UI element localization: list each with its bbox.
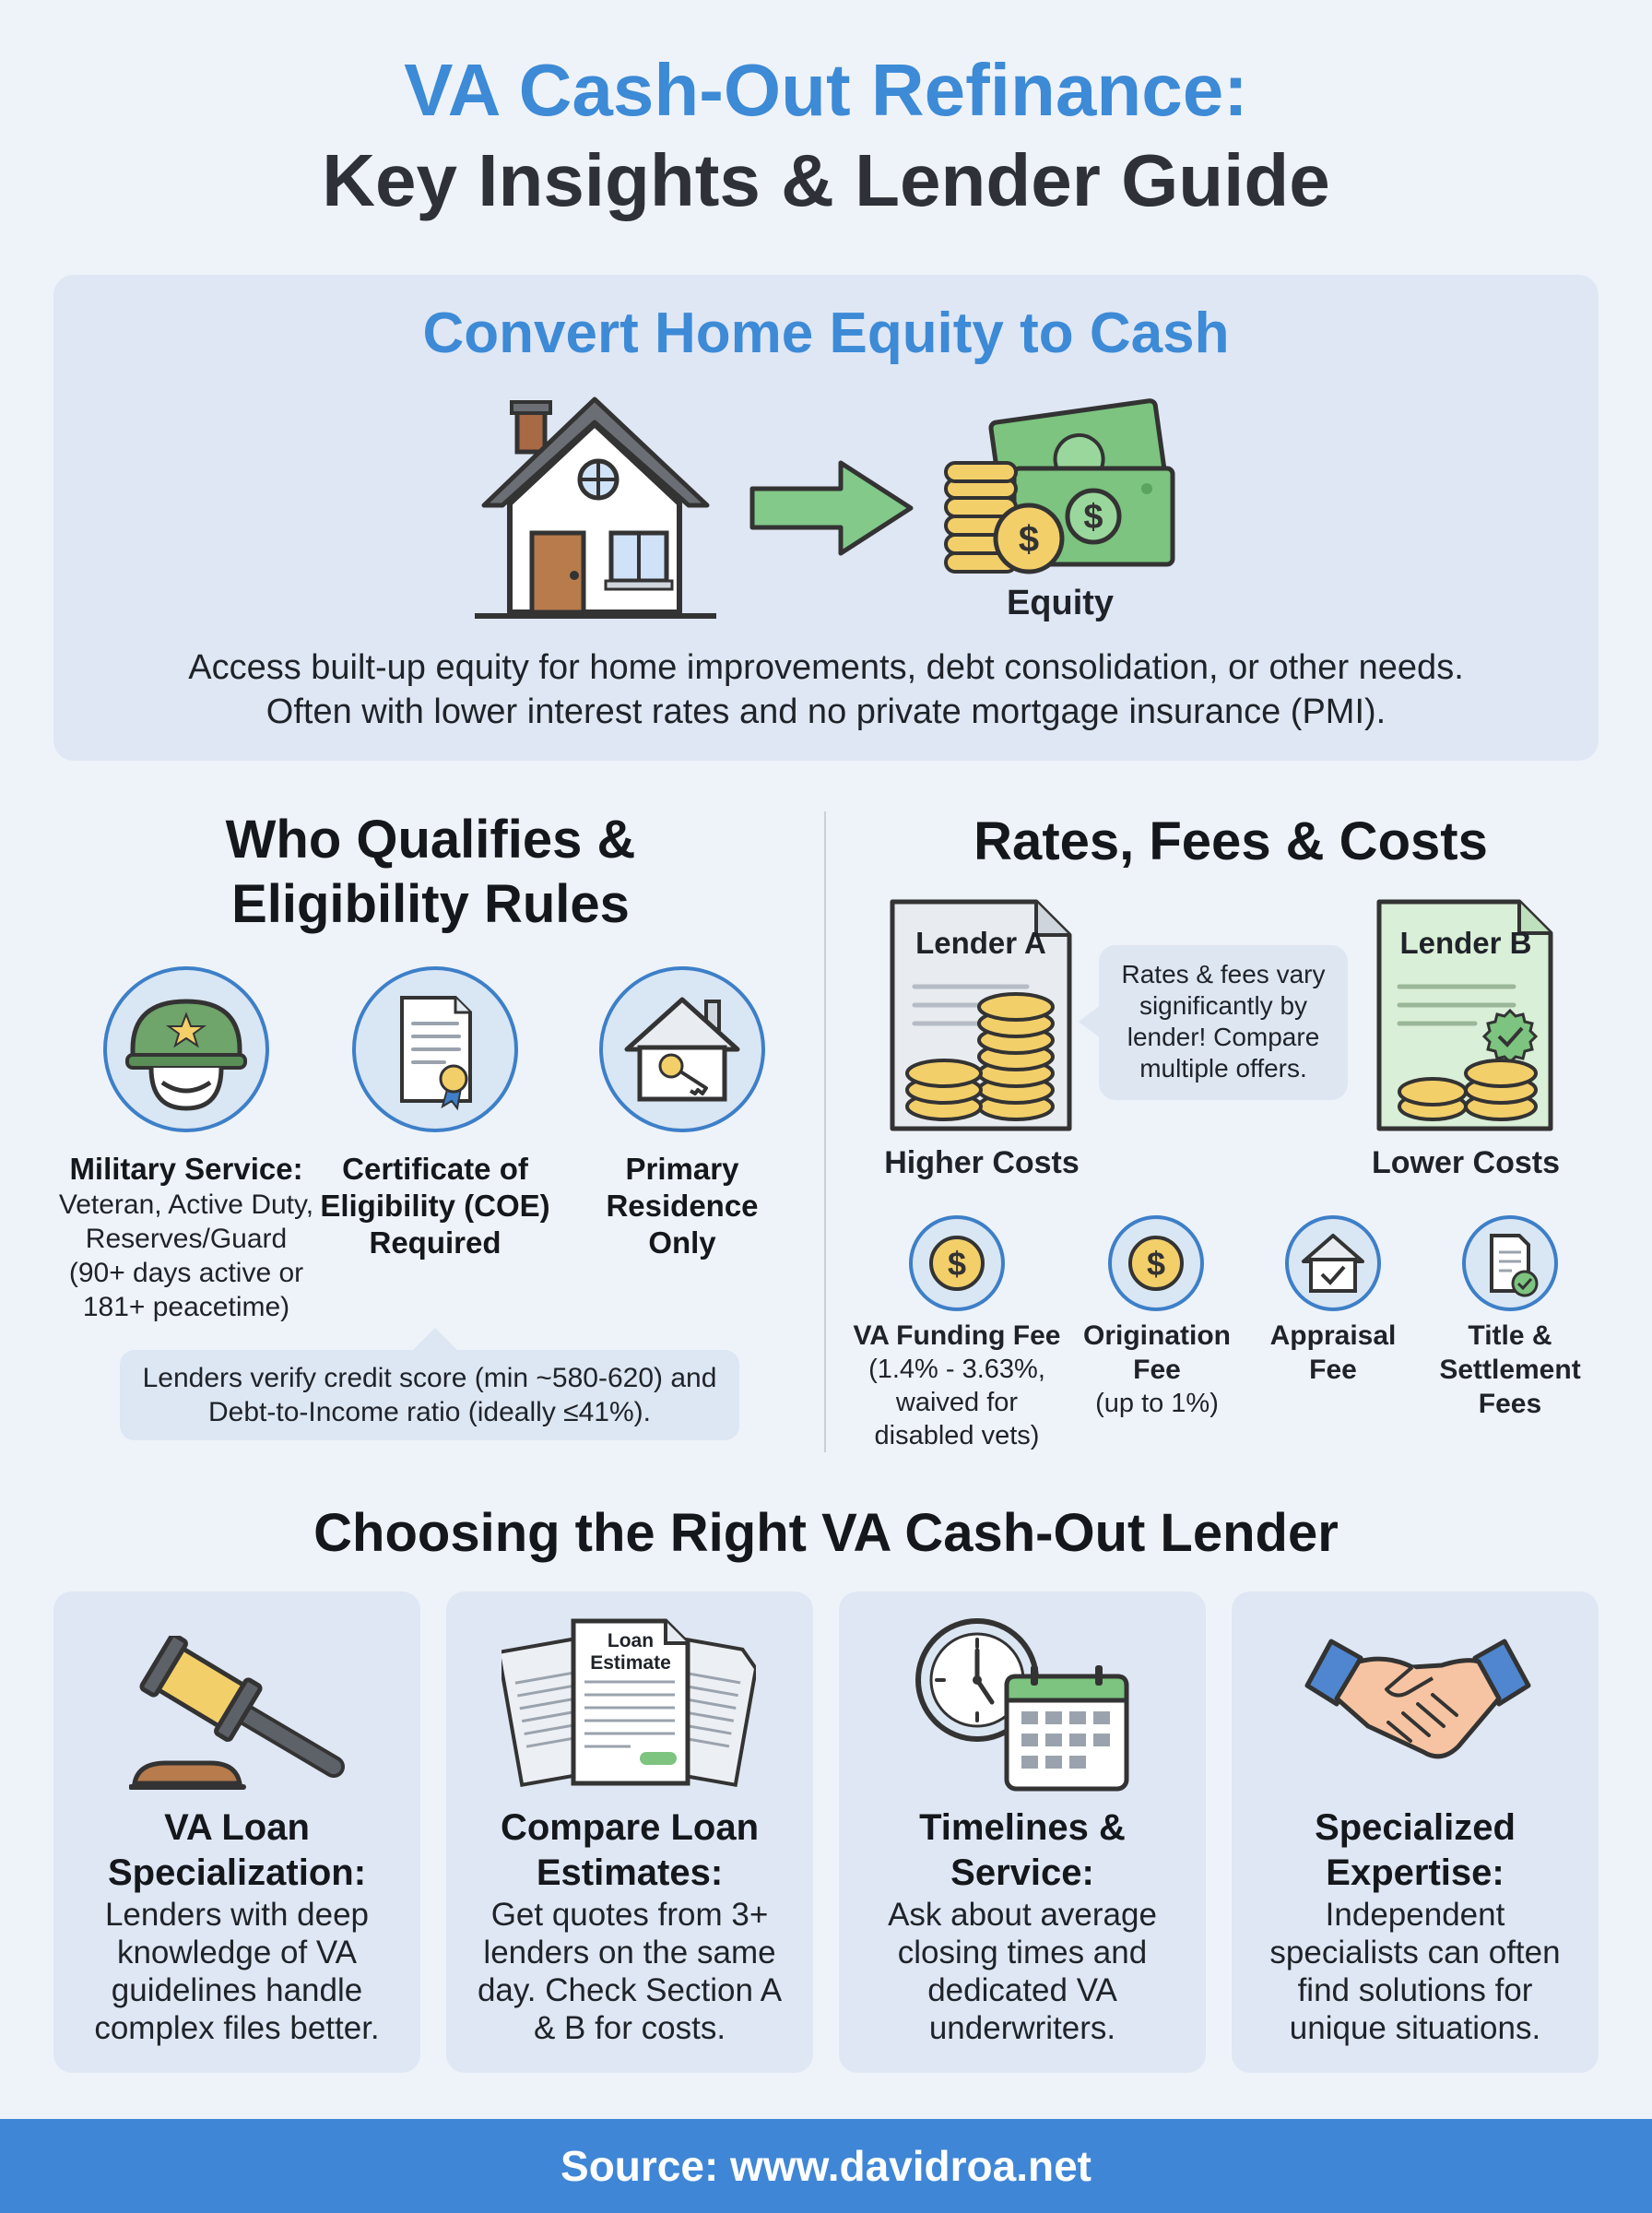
rates-heading: Rates, Fees & Costs [974, 811, 1488, 871]
card-description: Get quotes from 3+ [490, 1897, 769, 1933]
funding-fee-detail: waived for [895, 1388, 1019, 1417]
title-fees-item [1422, 1319, 1598, 1421]
lender-b-name: Lender B [1399, 926, 1532, 960]
loan-estimate-doc-label-line: Estimate [590, 1652, 671, 1674]
hero-description-line2: Often with lower interest rates and no private mortgage insurance (PMI). [266, 692, 1386, 731]
house-key-icon [603, 970, 761, 1129]
funding-fee-detail: disabled vets) [874, 1421, 1040, 1450]
coe-title: Certificate of [342, 1152, 528, 1186]
military-service-detail: 181+ peacetime) [82, 1292, 290, 1322]
lower-costs-label: Lower Costs [1371, 1145, 1561, 1180]
timelines-text [839, 1805, 1206, 2047]
funding-fee-title: VA Funding Fee [853, 1320, 1061, 1351]
compare-note-line: lender! Compare [1127, 1023, 1320, 1051]
card-description: specialists can often [1269, 1935, 1561, 1970]
origination-fee-circle [1108, 1215, 1204, 1311]
compare-bubble-pointer [1079, 1005, 1101, 1038]
coe-title: Required [369, 1225, 502, 1260]
money-coins-icon [940, 391, 1178, 581]
card-title: Compare Loan [500, 1807, 760, 1848]
svg-text:$: $ [1146, 1245, 1166, 1283]
page-title-line1: VA Cash-Out Refinance: [404, 49, 1248, 131]
card-description: Ask about average [888, 1897, 1157, 1933]
eligibility-heading-line2: Eligibility Rules [231, 874, 630, 934]
appraisal-fee-item [1250, 1319, 1416, 1387]
military-service-detail: (90+ days active or [68, 1258, 304, 1288]
primary-residence-title: Residence [606, 1189, 759, 1223]
card-title: VA Loan [164, 1807, 310, 1848]
coe-item [306, 1151, 564, 1261]
card-description: guidelines handle [111, 1972, 363, 2008]
dollar-coin-icon [913, 1219, 1001, 1308]
compare-note [1099, 959, 1348, 1084]
card-title: Timelines & [919, 1807, 1126, 1848]
compare-note-line: multiple offers. [1139, 1054, 1307, 1083]
title-fees-title: Fees [1478, 1389, 1542, 1419]
hero-description [53, 645, 1599, 734]
card-title: Specialized [1315, 1807, 1516, 1848]
credit-note-line2: Debt-to-Income ratio (ideally ≤41%). [208, 1397, 651, 1427]
funding-fee-item [837, 1319, 1077, 1452]
origination-fee-item [1069, 1319, 1245, 1420]
clock-calendar-icon [914, 1612, 1132, 1793]
certificate-circle [352, 966, 518, 1132]
card-description: closing times and [897, 1935, 1148, 1970]
helmet-icon [107, 970, 266, 1129]
card-description: knowledge of VA [116, 1935, 358, 1970]
hero-description-line1: Access built-up equity for home improvements, debt consolidation, or other needs. [188, 648, 1464, 687]
svg-text:$: $ [1083, 498, 1103, 537]
eligibility-heading [83, 808, 778, 937]
card-description: complex files better. [94, 2010, 380, 2046]
credit-note [120, 1361, 739, 1429]
dollar-coin-icon [1112, 1219, 1200, 1308]
origination-fee-title: Fee [1133, 1355, 1181, 1385]
house-icon [475, 395, 716, 623]
card-description: & B for costs. [533, 2010, 726, 2046]
svg-text:$: $ [1018, 519, 1040, 560]
military-service-item [48, 1151, 324, 1324]
svg-text:$: $ [947, 1245, 967, 1283]
funding-fee-circle [909, 1215, 1005, 1311]
eligibility-heading-line1: Who Qualifies & [225, 810, 636, 870]
card-description: Lenders with deep [104, 1897, 370, 1933]
house-check-icon [1289, 1219, 1377, 1308]
title-fees-circle [1462, 1215, 1558, 1311]
specialization-text [53, 1805, 420, 2047]
choosing-heading: Choosing the Right VA Cash-Out Lender [313, 1503, 1339, 1563]
origination-fee-title: Origination [1083, 1320, 1231, 1351]
loan-estimate-doc-label [573, 1630, 688, 1675]
compare-note-line: significantly by [1139, 991, 1308, 1020]
military-service-detail: Veteran, Active Duty, [58, 1189, 314, 1220]
credit-note-line1: Lenders verify credit score (min ~580-620) and [142, 1363, 717, 1393]
loan-estimate-doc-label-line: Loan [607, 1630, 655, 1651]
handshake-icon [1304, 1634, 1532, 1774]
higher-costs-label: Higher Costs [884, 1145, 1080, 1180]
appraisal-fee-title: Fee [1309, 1355, 1357, 1385]
gavel-icon [129, 1636, 347, 1793]
card-title: Specialization: [107, 1852, 367, 1893]
page-title-line2: Key Insights & Lender Guide [322, 139, 1330, 221]
card-description: lenders on the same [483, 1935, 776, 1970]
hero-title: Convert Home Equity to Cash [422, 302, 1230, 365]
card-description: underwriters. [928, 2010, 1116, 2046]
origination-fee-detail: (up to 1%) [1095, 1389, 1219, 1418]
appraisal-fee-title: Appraisal [1269, 1320, 1397, 1351]
equity-label: Equity [1006, 584, 1115, 622]
card-description: unique situations. [1289, 2010, 1541, 2046]
title-fees-title: Settlement [1439, 1355, 1581, 1385]
expertise-text [1232, 1805, 1599, 2047]
house-key-circle [599, 966, 765, 1132]
certificate-icon [356, 970, 514, 1129]
appraisal-fee-circle [1285, 1215, 1381, 1311]
funding-fee-detail: (1.4% - 3.63%, [868, 1355, 1045, 1384]
compare-note-line: Rates & fees vary [1121, 960, 1326, 988]
coe-title: Eligibility (COE) [320, 1189, 550, 1223]
compare-estimates-text [446, 1805, 813, 2047]
credit-note-pointer [411, 1328, 459, 1352]
right-arrow-icon [749, 457, 916, 559]
card-description: dedicated VA [927, 1972, 1117, 2008]
card-description: day. Check Section A [477, 1972, 783, 2008]
card-description: Independent [1325, 1897, 1505, 1933]
military-service-detail: Reserves/Guard [85, 1224, 288, 1254]
lender-a-name: Lender A [915, 926, 1046, 960]
card-description: find solutions for [1297, 1972, 1533, 2008]
card-title: Estimates: [536, 1852, 724, 1893]
military-service-title: Military Service: [69, 1152, 303, 1186]
section-divider [824, 811, 826, 1452]
helmet-circle [103, 966, 269, 1132]
primary-residence-title: Primary [625, 1152, 739, 1186]
card-title: Expertise: [1326, 1852, 1504, 1893]
source-link[interactable]: Source: www.davidroa.net [560, 2142, 1092, 2190]
primary-residence-item [572, 1151, 793, 1261]
primary-residence-title: Only [648, 1225, 716, 1260]
title-fees-title: Title & [1468, 1320, 1552, 1351]
document-check-icon [1466, 1219, 1554, 1308]
card-title: Service: [950, 1852, 1094, 1893]
